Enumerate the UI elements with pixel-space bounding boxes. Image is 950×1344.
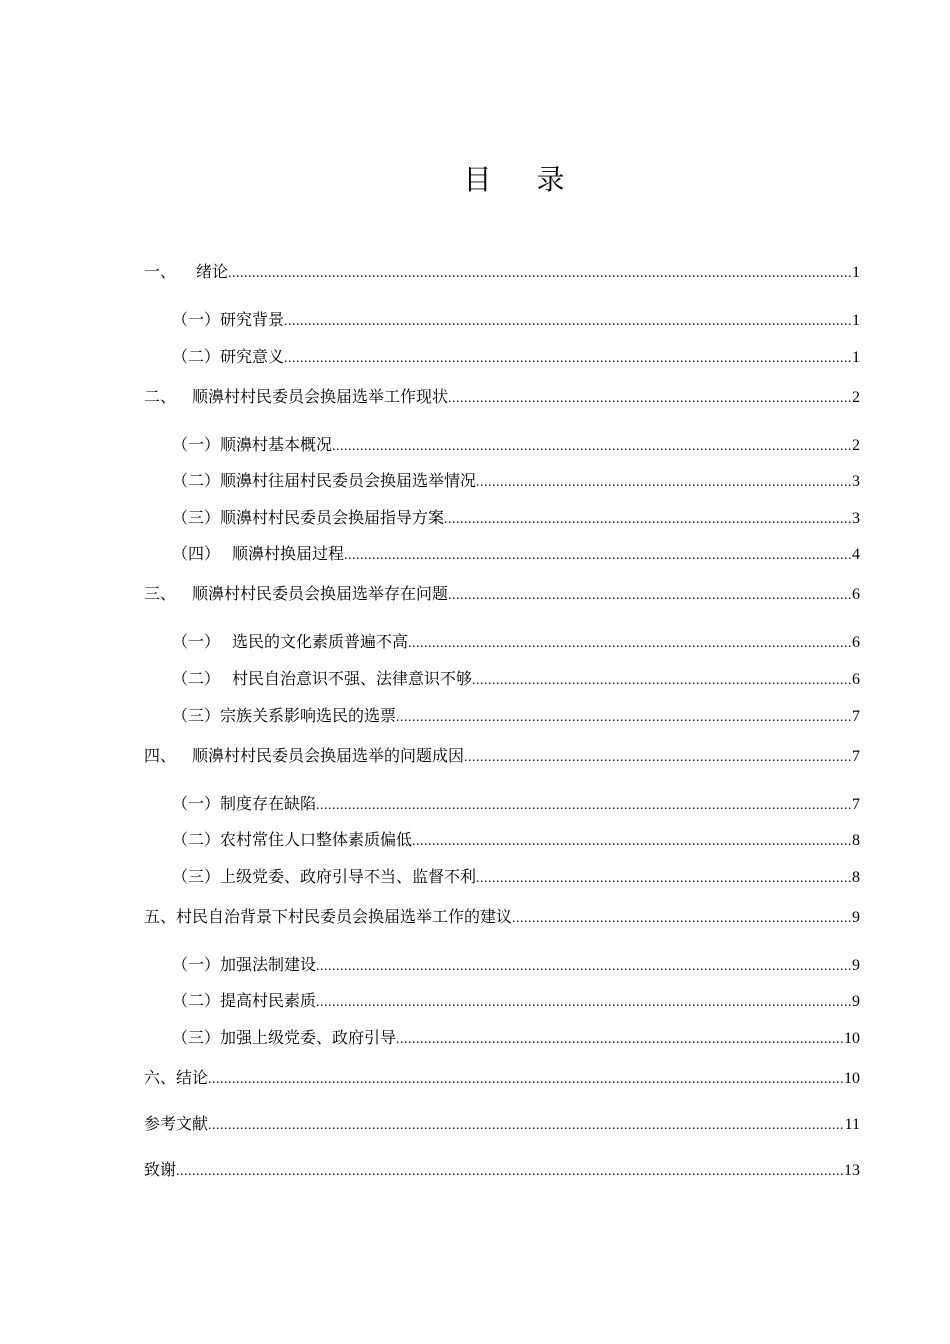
toc-entry[interactable]: [144, 463, 860, 500]
toc-page-number: 7: [852, 747, 860, 765]
toc-page-number: 9: [852, 908, 860, 926]
dot-leader: [472, 673, 851, 689]
toc-entry-label: 五、村民自治背景下村民委员会换届选举工作的建议: [144, 906, 513, 926]
toc-entry[interactable]: [144, 256, 860, 302]
toc-page-number: 9: [852, 993, 860, 1011]
toc-entry[interactable]: [144, 1062, 860, 1108]
toc-page-number: 1: [852, 264, 860, 281]
page-title: 目 录: [463, 163, 583, 196]
toc-entry-label: 六、结论: [144, 1067, 209, 1087]
toc-page-number: 13: [844, 1161, 860, 1179]
toc-entry-label: （二）顺濞村往届村民委员会换届选举情况: [172, 471, 477, 491]
toc-entry[interactable]: [144, 381, 860, 427]
toc-entry-label: （二）提高村民素质: [172, 991, 317, 1011]
toc-entry[interactable]: [144, 901, 860, 947]
dot-leader: [408, 636, 851, 652]
toc-entry[interactable]: [144, 740, 860, 786]
dot-leader: [284, 351, 851, 367]
toc-entry[interactable]: [144, 983, 860, 1020]
dot-leader: [464, 750, 851, 766]
toc-entry-label: 二、 顺濞村村民委员会换届选举工作现状: [144, 386, 449, 406]
toc-entry-label: （二） 村民自治意识不强、法律意识不够: [172, 668, 473, 688]
toc-page-number: 11: [844, 1115, 860, 1133]
toc-page-number: 6: [852, 634, 860, 652]
toc-entry[interactable]: [144, 822, 860, 859]
toc-entry-label: （四） 顺濞村换届过程: [172, 544, 345, 564]
dot-leader: [396, 1032, 843, 1048]
dot-leader: [208, 1072, 843, 1088]
toc-page-number: 7: [852, 795, 860, 813]
toc-entry-label: 一、 绪论: [144, 262, 229, 281]
toc-entry-label: 参考文献: [144, 1113, 209, 1133]
dot-leader: [448, 588, 851, 604]
toc-page-number: 7: [852, 707, 860, 725]
toc-page-number: 1: [852, 312, 860, 329]
toc-entry[interactable]: [144, 578, 860, 624]
toc-entry-label: （一）制度存在缺陷: [172, 793, 317, 813]
toc-entry-label: （三）上级党委、政府引导不当、监督不利: [172, 866, 477, 886]
dot-leader: [208, 1118, 844, 1134]
toc-page-number: 3: [852, 473, 860, 491]
toc-entry[interactable]: [144, 1108, 860, 1154]
toc-page-number: 1: [852, 348, 860, 366]
toc-entry[interactable]: [144, 536, 860, 578]
toc-entry-label: （三）顺濞村村民委员会换届指导方案: [172, 507, 445, 527]
dot-leader: [316, 959, 851, 975]
toc-entry[interactable]: [144, 339, 860, 381]
toc-page-number: 4: [852, 546, 860, 564]
toc-entry-label: 三、 顺濞村村民委员会换届选举存在问题: [144, 584, 449, 604]
toc-entry[interactable]: [144, 786, 860, 823]
dot-leader: [284, 314, 851, 330]
toc-entry[interactable]: [144, 427, 860, 464]
dot-leader: [316, 798, 851, 814]
toc-entry-label: 致谢: [144, 1159, 177, 1179]
toc-entry-label: （三）加强上级党委、政府引导: [172, 1027, 397, 1047]
dot-leader: [476, 475, 851, 491]
toc-entry[interactable]: [144, 661, 860, 698]
toc-page-number: 2: [852, 436, 860, 454]
toc-entry[interactable]: [144, 1020, 860, 1062]
toc-page-number: 9: [852, 956, 860, 974]
toc-entry-label: （一）研究背景: [172, 310, 285, 329]
dot-leader: [396, 710, 851, 726]
toc-page-number: 6: [852, 586, 860, 604]
toc-page-number: 8: [852, 868, 860, 886]
toc-page-number: 10: [844, 1069, 860, 1087]
dot-leader: [332, 439, 851, 455]
toc-entry[interactable]: [144, 1154, 860, 1200]
toc-entry[interactable]: [144, 624, 860, 661]
toc-entry-label: （二）农村常住人口整体素质偏低: [172, 830, 413, 850]
toc-entry-label: （三）宗族关系影响选民的选票: [172, 705, 397, 725]
toc-page-number: 10: [844, 1029, 860, 1047]
toc-page-number: 2: [852, 388, 860, 406]
dot-leader: [176, 1164, 843, 1180]
toc-entry-label: （二）研究意义: [172, 346, 285, 366]
dot-leader: [316, 995, 851, 1011]
toc-page-number: 6: [852, 670, 860, 688]
dot-leader: [444, 512, 851, 528]
toc-entry[interactable]: [144, 302, 860, 339]
toc-list: [144, 256, 860, 1200]
dot-leader: [228, 266, 851, 282]
toc-entry[interactable]: [144, 859, 860, 901]
toc-entry[interactable]: [144, 500, 860, 537]
toc-entry-label: （一）加强法制建设: [172, 954, 317, 974]
dot-leader: [344, 548, 851, 564]
toc-entry[interactable]: [144, 698, 860, 740]
dot-leader: [512, 911, 851, 927]
toc-entry[interactable]: [144, 947, 860, 984]
toc-entry-label: （一） 选民的文化素质普遍不高: [172, 632, 409, 652]
toc-entry-label: （一）顺濞村基本概况: [172, 434, 333, 454]
toc-page-number: 3: [852, 509, 860, 527]
dot-leader: [412, 834, 851, 850]
toc-page-number: 8: [852, 832, 860, 850]
dot-leader: [448, 391, 851, 407]
toc-entry-label: 四、 顺濞村村民委员会换届选举的问题成因: [144, 745, 465, 765]
dot-leader: [476, 871, 851, 887]
